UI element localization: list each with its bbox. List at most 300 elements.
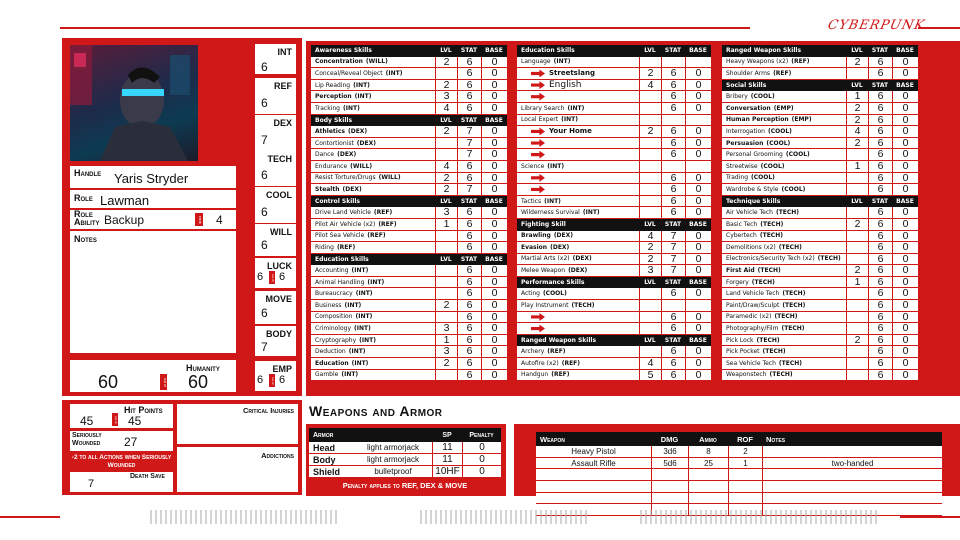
skill-level[interactable]: 2	[639, 242, 661, 253]
skill-level[interactable]	[846, 231, 868, 242]
skill-stat-value[interactable]: 6	[661, 370, 685, 381]
death-save-value[interactable]: 7	[88, 478, 95, 490]
skill-stat-value[interactable]	[661, 161, 685, 172]
weapon-row[interactable]	[536, 458, 942, 470]
skill-stat-value[interactable]: 6	[868, 277, 892, 288]
skill-row[interactable]	[722, 312, 918, 324]
skill-level[interactable]: 2	[846, 219, 868, 230]
skill-row[interactable]	[311, 265, 507, 277]
skill-stat-value[interactable]: 6	[457, 161, 481, 172]
skill-stat-value[interactable]: 7	[661, 265, 685, 276]
armor-row-shield[interactable]	[309, 466, 501, 478]
skill-row[interactable]	[722, 103, 918, 115]
armor-sp[interactable]: 10HF	[432, 466, 462, 477]
skill-stat-value[interactable]: 6	[868, 91, 892, 102]
skill-row[interactable]	[722, 138, 918, 150]
skill-row[interactable]	[722, 161, 918, 173]
hp-value[interactable]: 45	[80, 414, 94, 428]
weapon-rof[interactable]: 1	[728, 458, 762, 469]
skill-base[interactable]: 0	[892, 115, 918, 126]
armor-row-head[interactable]	[309, 442, 501, 454]
skill-level[interactable]	[846, 370, 868, 381]
skill-stat-value[interactable]: 6	[868, 57, 892, 68]
critical-injuries-box[interactable]	[177, 404, 298, 444]
skill-row[interactable]	[311, 288, 507, 300]
skill-base[interactable]: 0	[481, 358, 507, 369]
skill-base[interactable]: 0	[481, 207, 507, 218]
stat-int-value[interactable]: 6	[261, 60, 268, 74]
stat-luck-value[interactable]: 6	[257, 271, 264, 283]
skill-level[interactable]	[639, 300, 661, 311]
skill-stat-value[interactable]: 6	[661, 358, 685, 369]
skill-row[interactable]	[722, 277, 918, 289]
weapon-ammo[interactable]	[688, 493, 728, 504]
skill-stat-value[interactable]: 6	[661, 80, 685, 91]
skill-row[interactable]	[517, 346, 711, 358]
skill-row[interactable]	[517, 68, 711, 80]
skill-level[interactable]	[846, 300, 868, 311]
skill-row[interactable]	[722, 300, 918, 312]
skill-stat-value[interactable]: 6	[457, 346, 481, 357]
skill-base[interactable]: 0	[481, 57, 507, 68]
skill-base[interactable]: 0	[481, 300, 507, 311]
skill-stat-value[interactable]: 6	[661, 207, 685, 218]
weapon-rof[interactable]	[728, 469, 762, 480]
skill-stat-value[interactable]: 6	[868, 173, 892, 184]
skill-stat-value[interactable]: 6	[661, 103, 685, 114]
skill-level[interactable]	[435, 288, 457, 299]
skill-row[interactable]	[722, 126, 918, 138]
skill-stat-value[interactable]: 6	[868, 219, 892, 230]
skill-stat-value[interactable]: 6	[661, 68, 685, 79]
skill-stat-value[interactable]: 6	[868, 288, 892, 299]
skill-level[interactable]: 2	[639, 126, 661, 137]
skill-level[interactable]: 5	[639, 370, 661, 381]
weapon-row[interactable]	[536, 481, 942, 493]
skill-level[interactable]: 3	[435, 91, 457, 102]
skill-base[interactable]: 0	[892, 231, 918, 242]
weapon-notes[interactable]	[762, 481, 942, 492]
skill-level[interactable]: 2	[846, 115, 868, 126]
skill-level[interactable]	[846, 312, 868, 323]
skill-base[interactable]: 0	[892, 312, 918, 323]
stat-emp-value[interactable]: 6	[257, 374, 264, 386]
skill-level[interactable]	[846, 173, 868, 184]
skill-stat-value[interactable]: 6	[661, 288, 685, 299]
skill-row[interactable]	[517, 103, 711, 115]
skill-level[interactable]	[846, 184, 868, 195]
skill-stat-value[interactable]: 6	[868, 242, 892, 253]
skill-base[interactable]: 0	[892, 103, 918, 114]
skill-level[interactable]: 1	[435, 335, 457, 346]
skill-level[interactable]	[435, 138, 457, 149]
skill-level[interactable]: 2	[846, 57, 868, 68]
humanity-max[interactable]: 60	[188, 372, 209, 392]
skill-level[interactable]	[639, 91, 661, 102]
skill-base[interactable]: 0	[481, 149, 507, 160]
skill-row[interactable]	[311, 219, 507, 231]
skill-base[interactable]: 0	[685, 103, 711, 114]
skill-stat-value[interactable]: 6	[661, 196, 685, 207]
skill-level[interactable]	[639, 149, 661, 160]
skill-level[interactable]: 4	[846, 126, 868, 137]
skill-base[interactable]: 0	[892, 161, 918, 172]
skill-base[interactable]	[685, 300, 711, 311]
skill-row[interactable]	[722, 288, 918, 300]
skill-row[interactable]	[311, 126, 507, 138]
skill-stat-value[interactable]: 6	[457, 242, 481, 253]
skill-row[interactable]	[311, 68, 507, 80]
skill-stat-value[interactable]: 6	[661, 126, 685, 137]
skill-row[interactable]	[722, 219, 918, 231]
weapon-name[interactable]: Assault Rifle	[571, 458, 616, 468]
skill-row[interactable]	[722, 207, 918, 219]
skill-base[interactable]: 0	[892, 207, 918, 218]
weapon-row[interactable]	[536, 469, 942, 481]
skill-level[interactable]: 2	[639, 254, 661, 265]
skill-level[interactable]	[435, 370, 457, 381]
skill-row[interactable]	[311, 138, 507, 150]
skill-base[interactable]: 0	[481, 231, 507, 242]
skill-base[interactable]: 0	[685, 184, 711, 195]
stat-ref-value[interactable]: 6	[261, 96, 268, 110]
skill-stat-value[interactable]: 6	[868, 138, 892, 149]
skill-row[interactable]	[722, 115, 918, 127]
weapon-name[interactable]: Heavy Pistol	[571, 446, 616, 456]
skill-level[interactable]	[846, 242, 868, 253]
skill-level[interactable]: 1	[435, 219, 457, 230]
skill-level[interactable]	[639, 57, 661, 68]
skill-base[interactable]: 0	[685, 68, 711, 79]
skill-base[interactable]: 0	[892, 57, 918, 68]
skill-stat-value[interactable]: 6	[868, 346, 892, 357]
skill-base[interactable]: 0	[481, 265, 507, 276]
skill-row[interactable]	[722, 254, 918, 266]
skill-base[interactable]	[685, 57, 711, 68]
skill-base[interactable]: 0	[481, 323, 507, 334]
skill-row[interactable]	[311, 346, 507, 358]
skill-stat-value[interactable]: 6	[661, 91, 685, 102]
skill-stat-value[interactable]: 6	[868, 68, 892, 79]
skill-base[interactable]: 0	[685, 138, 711, 149]
skill-base[interactable]: 0	[685, 196, 711, 207]
skill-stat-value[interactable]: 6	[868, 207, 892, 218]
skill-stat-value[interactable]: 6	[868, 323, 892, 334]
weapon-dmg[interactable]	[651, 493, 688, 504]
weapon-name[interactable]	[536, 481, 651, 492]
skill-stat-value[interactable]: 6	[868, 370, 892, 381]
skill-stat-value[interactable]: 6	[868, 161, 892, 172]
skill-stat-value[interactable]: 6	[457, 335, 481, 346]
skill-base[interactable]: 0	[892, 358, 918, 369]
weapon-notes[interactable]	[762, 446, 942, 457]
skill-stat-value[interactable]: 6	[457, 80, 481, 91]
skill-row[interactable]	[517, 312, 711, 324]
skill-base[interactable]: 0	[892, 173, 918, 184]
weapon-notes[interactable]	[762, 469, 942, 480]
skill-level[interactable]: 2	[435, 184, 457, 195]
skill-stat-value[interactable]: 6	[457, 288, 481, 299]
skill-level[interactable]	[435, 68, 457, 79]
skill-level[interactable]	[435, 149, 457, 160]
skill-level[interactable]: 2	[435, 358, 457, 369]
skill-row[interactable]	[517, 138, 711, 150]
skill-level[interactable]	[846, 346, 868, 357]
seriously-value[interactable]: 27	[124, 435, 138, 449]
skill-base[interactable]: 0	[481, 219, 507, 230]
skill-base[interactable]: 0	[892, 126, 918, 137]
skill-row[interactable]	[517, 80, 711, 92]
skill-row[interactable]	[311, 231, 507, 243]
skill-stat-value[interactable]: 6	[661, 149, 685, 160]
skill-row[interactable]	[722, 184, 918, 196]
skill-level[interactable]	[846, 149, 868, 160]
skill-row[interactable]	[722, 242, 918, 254]
role-value[interactable]: Lawman	[100, 193, 150, 208]
armor-sp[interactable]: 11	[432, 442, 462, 453]
skill-row[interactable]	[722, 57, 918, 69]
skill-row[interactable]	[311, 323, 507, 335]
skill-stat-value[interactable]	[661, 300, 685, 311]
skill-base[interactable]: 0	[685, 323, 711, 334]
skill-level[interactable]	[639, 115, 661, 126]
notes-box[interactable]	[70, 231, 236, 353]
skill-row[interactable]	[517, 173, 711, 185]
armor-name[interactable]: light armorjack	[366, 443, 419, 452]
skill-stat-value[interactable]: 6	[868, 115, 892, 126]
skill-row[interactable]	[311, 277, 507, 289]
skill-level[interactable]: 2	[435, 300, 457, 311]
skill-base[interactable]: 0	[481, 370, 507, 381]
skill-base[interactable]: 0	[892, 254, 918, 265]
skill-level[interactable]: 3	[435, 346, 457, 357]
weapon-notes[interactable]: two-handed	[762, 458, 942, 469]
weapon-row[interactable]	[536, 493, 942, 505]
skill-stat-value[interactable]: 6	[457, 312, 481, 323]
skill-level[interactable]	[435, 242, 457, 253]
skill-stat-value[interactable]: 6	[868, 335, 892, 346]
skill-level[interactable]	[435, 265, 457, 276]
skill-stat-value[interactable]: 6	[868, 126, 892, 137]
humanity-value[interactable]: 60	[98, 372, 119, 392]
handle-value[interactable]: Yaris Stryder	[114, 171, 189, 186]
skill-base[interactable]: 0	[892, 370, 918, 381]
skill-stat-value[interactable]: 7	[457, 149, 481, 160]
armor-row-body[interactable]	[309, 454, 501, 466]
skill-level[interactable]: 2	[435, 80, 457, 91]
skill-stat-value[interactable]: 6	[457, 219, 481, 230]
skill-base[interactable]: 0	[481, 91, 507, 102]
skill-stat-value[interactable]: 7	[661, 242, 685, 253]
skill-row[interactable]	[517, 149, 711, 161]
skill-row[interactable]	[517, 184, 711, 196]
skill-base[interactable]: 0	[481, 68, 507, 79]
skill-stat-value[interactable]: 6	[457, 277, 481, 288]
skill-level[interactable]: 3	[639, 265, 661, 276]
skill-base[interactable]: 0	[892, 242, 918, 253]
skill-stat-value[interactable]: 6	[868, 254, 892, 265]
skill-base[interactable]: 0	[685, 312, 711, 323]
stat-tech-value[interactable]: 6	[261, 168, 268, 182]
skill-stat-value[interactable]: 6	[868, 184, 892, 195]
skill-stat-value[interactable]: 7	[661, 231, 685, 242]
skill-level[interactable]: 2	[846, 103, 868, 114]
skill-base[interactable]: 0	[685, 254, 711, 265]
skill-row[interactable]	[722, 370, 918, 382]
skill-row[interactable]	[311, 300, 507, 312]
skill-row[interactable]	[517, 265, 711, 277]
skill-base[interactable]: 0	[685, 242, 711, 253]
skill-row[interactable]	[517, 231, 711, 243]
skill-base[interactable]: 0	[892, 219, 918, 230]
skill-stat-value[interactable]: 6	[457, 323, 481, 334]
skill-level[interactable]	[639, 161, 661, 172]
skill-row[interactable]	[722, 265, 918, 277]
skill-row[interactable]	[517, 242, 711, 254]
weapon-dmg[interactable]: 5d6	[651, 458, 688, 469]
skill-base[interactable]: 0	[685, 370, 711, 381]
skill-base[interactable]	[685, 115, 711, 126]
stat-move-value[interactable]: 6	[261, 306, 268, 320]
weapon-name[interactable]	[536, 493, 651, 504]
skill-row[interactable]	[517, 196, 711, 208]
stat-cool-value[interactable]: 6	[261, 205, 268, 219]
skill-row[interactable]	[517, 254, 711, 266]
stat-body-value[interactable]: 7	[261, 340, 268, 354]
skill-stat-value[interactable]: 6	[868, 300, 892, 311]
skill-level[interactable]	[639, 184, 661, 195]
skill-base[interactable]: 0	[892, 184, 918, 195]
skill-level[interactable]: 2	[435, 126, 457, 137]
skill-row[interactable]	[517, 91, 711, 103]
skill-row[interactable]	[311, 358, 507, 370]
skill-row[interactable]	[311, 80, 507, 92]
skill-base[interactable]: 0	[481, 242, 507, 253]
skill-stat-value[interactable]: 6	[457, 370, 481, 381]
skill-level[interactable]	[639, 173, 661, 184]
skill-level[interactable]: 3	[435, 207, 457, 218]
skill-stat-value[interactable]: 6	[868, 231, 892, 242]
weapon-name[interactable]	[536, 469, 651, 480]
skill-base[interactable]: 0	[685, 173, 711, 184]
skill-stat-value[interactable]: 6	[868, 149, 892, 160]
skill-base[interactable]: 0	[481, 288, 507, 299]
skill-level[interactable]: 2	[846, 265, 868, 276]
skill-stat-value[interactable]: 6	[457, 103, 481, 114]
skill-stat-value[interactable]: 6	[661, 312, 685, 323]
skill-stat-value[interactable]: 6	[661, 346, 685, 357]
skill-stat-value[interactable]: 6	[457, 57, 481, 68]
skill-row[interactable]	[722, 173, 918, 185]
skill-level[interactable]: 2	[846, 138, 868, 149]
weapon-notes[interactable]	[762, 493, 942, 504]
skill-level[interactable]	[639, 138, 661, 149]
skill-level[interactable]	[639, 103, 661, 114]
armor-name[interactable]: bulletproof	[374, 467, 412, 476]
skill-base[interactable]: 0	[892, 265, 918, 276]
skill-row[interactable]	[517, 161, 711, 173]
skill-row[interactable]	[517, 358, 711, 370]
skill-row[interactable]	[722, 358, 918, 370]
role-ability-value[interactable]: Backup	[104, 213, 145, 227]
skill-level[interactable]: 1	[846, 161, 868, 172]
skill-stat-value[interactable]: 6	[457, 173, 481, 184]
skill-row[interactable]	[517, 57, 711, 69]
skill-row[interactable]	[722, 231, 918, 243]
skill-base[interactable]: 0	[685, 149, 711, 160]
skill-row[interactable]	[517, 323, 711, 335]
skill-row[interactable]	[517, 115, 711, 127]
skill-level[interactable]	[435, 312, 457, 323]
skill-stat-value[interactable]: 6	[457, 265, 481, 276]
weapon-ammo[interactable]	[688, 481, 728, 492]
skill-level[interactable]: 4	[639, 231, 661, 242]
skill-level[interactable]: 4	[639, 80, 661, 91]
skill-base[interactable]: 0	[892, 68, 918, 79]
skill-base[interactable]: 0	[685, 288, 711, 299]
addictions-box[interactable]	[177, 447, 298, 492]
skill-base[interactable]: 0	[481, 346, 507, 357]
skill-row[interactable]	[311, 207, 507, 219]
skill-base[interactable]: 0	[685, 358, 711, 369]
skill-stat-value[interactable]	[661, 57, 685, 68]
skill-base[interactable]: 0	[892, 288, 918, 299]
skill-level[interactable]: 1	[846, 91, 868, 102]
skill-base[interactable]: 0	[892, 277, 918, 288]
skill-stat-value[interactable]: 6	[661, 173, 685, 184]
skill-stat-value[interactable]: 6	[457, 358, 481, 369]
skill-level[interactable]	[639, 346, 661, 357]
weapon-rof[interactable]	[728, 481, 762, 492]
stat-dex-value[interactable]: 7	[261, 133, 268, 147]
skill-base[interactable]: 0	[685, 126, 711, 137]
skill-row[interactable]	[311, 335, 507, 347]
skill-stat-value[interactable]: 7	[457, 184, 481, 195]
skill-row[interactable]	[311, 161, 507, 173]
weapon-row[interactable]	[536, 446, 942, 458]
skill-level[interactable]	[846, 68, 868, 79]
skill-base[interactable]: 0	[685, 91, 711, 102]
skill-row[interactable]	[722, 68, 918, 80]
skill-level[interactable]	[846, 323, 868, 334]
skill-row[interactable]	[311, 184, 507, 196]
skill-level[interactable]: 2	[435, 57, 457, 68]
skill-level[interactable]	[435, 277, 457, 288]
skill-stat-value[interactable]: 7	[457, 126, 481, 137]
skill-base[interactable]: 0	[685, 346, 711, 357]
skill-level[interactable]	[846, 254, 868, 265]
skill-base[interactable]: 0	[892, 91, 918, 102]
skill-base[interactable]: 0	[481, 312, 507, 323]
weapon-dmg[interactable]: 3d6	[651, 446, 688, 457]
skill-stat-value[interactable]: 7	[457, 138, 481, 149]
skill-stat-value[interactable]: 6	[457, 68, 481, 79]
skill-row[interactable]	[311, 91, 507, 103]
skill-base[interactable]: 0	[892, 138, 918, 149]
skill-stat-value[interactable]: 6	[661, 323, 685, 334]
skill-base[interactable]: 0	[685, 80, 711, 91]
skill-row[interactable]	[517, 126, 711, 138]
skill-base[interactable]: 0	[481, 184, 507, 195]
skill-level[interactable]: 2	[639, 68, 661, 79]
skill-base[interactable]: 0	[892, 149, 918, 160]
skill-base[interactable]: 0	[892, 300, 918, 311]
skill-stat-value[interactable]: 6	[457, 207, 481, 218]
weapon-rof[interactable]	[728, 493, 762, 504]
skill-base[interactable]: 0	[481, 126, 507, 137]
skill-level[interactable]	[639, 207, 661, 218]
skill-base[interactable]: 0	[481, 161, 507, 172]
